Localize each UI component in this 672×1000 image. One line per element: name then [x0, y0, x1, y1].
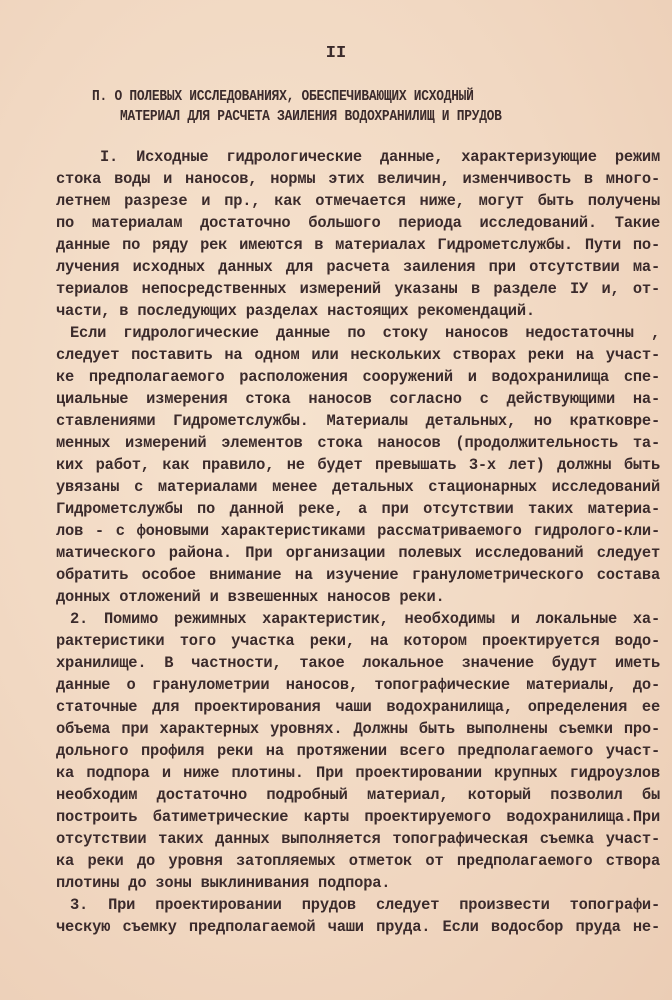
text-line: необходим достаточно подробный материал, который позволил бы	[56, 786, 660, 804]
paragraph	[56, 146, 660, 322]
text-line: ка подпора и ниже плотины. При проектировании крупных гидроузлов	[56, 764, 660, 782]
text-line: циальные измерения стока наносов согласно с действующими на-	[56, 390, 660, 408]
text-line: летнем разрезе и пр., как отмечается ниже, могут быть получены	[56, 192, 660, 210]
text-line: териалов непосредственных измерений указаны в разделе IУ и, от-	[56, 280, 660, 298]
text-line: построить батиметрические карты проектируемого водохранилища.При	[56, 808, 660, 826]
page-number: II	[325, 44, 347, 63]
text-line: плотины до зоны выклинивания подпора.	[56, 874, 391, 892]
document-body	[56, 146, 660, 938]
text-line: рактеристики того участка реки, на котором проектируется водо-	[56, 632, 660, 650]
text-line: 3. При проектировании прудов следует произвести топографи-	[70, 896, 660, 914]
text-line: данные о гранулометрии наносов, топографические материалы, до-	[56, 676, 660, 694]
text-line: Гидрометслужбы по данной реке, а при отсутствии таких материа-	[56, 500, 660, 518]
paragraph	[56, 608, 660, 894]
paragraph	[56, 894, 660, 938]
section-heading-line-1: П. О ПОЛЕВЫХ ИССЛЕДОВАНИЯХ, ОБЕСПЕЧИВАЮЩИХ ИСХОДНЫЙ	[92, 88, 474, 105]
text-line: увязаны с материалами менее детальных стационарных исследований	[56, 478, 660, 496]
text-line: по материалам достаточно большого периода исследований. Такие	[56, 214, 660, 232]
text-line: лучения исходных данных для расчета заиления при отсутствии ма-	[56, 258, 660, 276]
text-line: лов - с фоновыми характеристиками рассматриваемого гидролого-кли-	[56, 522, 660, 540]
text-line: объема при характерных уровнях. Должны быть выполнены съемки про-	[56, 720, 660, 738]
text-line: 2. Помимо режимных характеристик, необходимы и локальные ха-	[70, 610, 660, 628]
text-line: матического района. При организации полевых исследований следует	[56, 544, 660, 562]
text-line: ческую съемку предполагаемой чаши пруда. Если водосбор пруда не-	[56, 918, 660, 936]
text-line: ставлениями Гидрометслужбы. Материалы детальных, но кратковре-	[56, 412, 660, 430]
text-line: Если гидрологические данные по стоку наносов недостаточны ,	[70, 324, 660, 342]
paragraph	[56, 322, 660, 608]
text-line: части, в последующих разделах настоящих рекомендаций.	[56, 302, 535, 320]
text-line: обратить особое внимание на изучение гранулометрического состава	[56, 566, 660, 584]
text-line: хранилище. В частности, такое локальное значение будут иметь	[56, 654, 660, 672]
text-line: отсутствии таких данных выполняется топографическая съемка участ-	[56, 830, 660, 848]
text-line: донных отложений и взвешенных наносов реки.	[56, 588, 445, 606]
text-line: ких работ, как правило, не будет превышать 3-х лет) должны быть	[56, 456, 660, 474]
text-line: стока воды и наносов, нормы этих величин, изменчивость в много-	[56, 170, 660, 188]
text-line: ке предполагаемого расположения сооружений и водохранилища спе-	[56, 368, 660, 386]
text-line: I. Исходные гидрологические данные, характеризующие режим	[100, 148, 660, 166]
text-line: ка реки до уровня затопляемых отметок от предполагаемого створа	[56, 852, 660, 870]
text-line: данные по ряду рек имеются в материалах Гидрометслужбы. Пути по-	[56, 236, 660, 254]
text-line: менных измерений элементов стока наносов (продолжительность та-	[56, 434, 660, 452]
text-line: статочные для проектирования чаши водохранилища, определения ее	[56, 698, 660, 716]
text-line: дольного профиля реки на протяжении всего предполагаемого участ-	[56, 742, 660, 760]
text-line: следует поставить на одном или нескольких створах реки на участ-	[56, 346, 660, 364]
section-heading-line-2: МАТЕРИАЛ ДЛЯ РАСЧЕТА ЗАИЛЕНИЯ ВОДОХРАНИЛИЩ И ПРУДОВ	[120, 108, 502, 125]
